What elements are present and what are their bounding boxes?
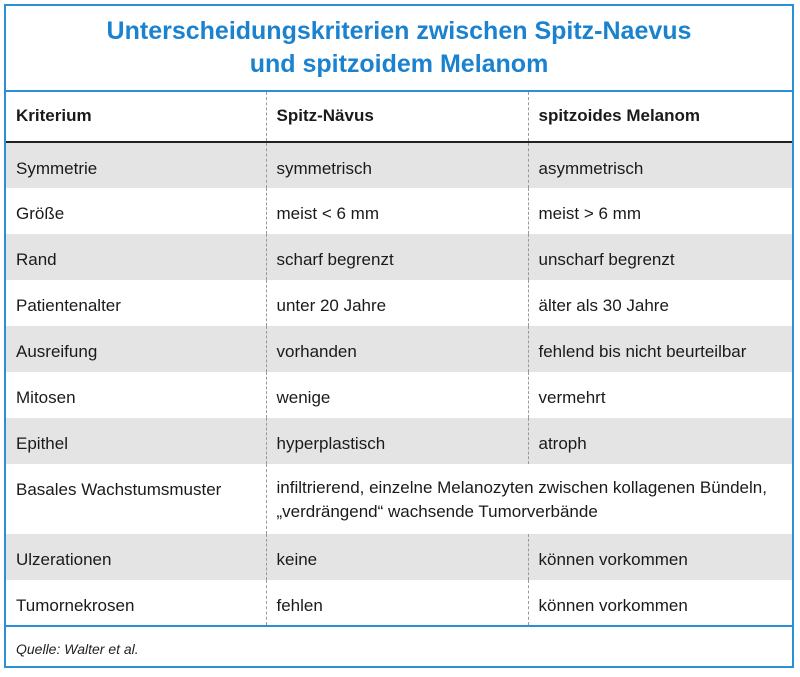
- cell-spitz: symmetrisch: [266, 142, 528, 188]
- comparison-table: [6, 92, 792, 627]
- title-line-1: Unterscheidungskriterien zwischen Spitz-Naevus: [106, 17, 692, 45]
- table-row: [6, 464, 792, 534]
- table-row: [6, 372, 792, 418]
- cell-kriterium: Ulzerationen: [6, 534, 266, 580]
- cell-melanom: können vorkommen: [528, 580, 792, 626]
- title-line-2: und spitzoidem Melanom: [249, 50, 549, 78]
- cell-melanom: atroph: [528, 418, 792, 464]
- header-spitz-naevus: Spitz-Nävus: [266, 92, 528, 142]
- table-row: [6, 280, 792, 326]
- header-kriterium: Kriterium: [6, 92, 266, 142]
- cell-spitz: fehlen: [266, 580, 528, 626]
- cell-kriterium: Mitosen: [16, 388, 76, 407]
- header-spitzoides-melanom: spitzoides Melanom: [528, 92, 792, 142]
- cell-kriterium: Patientenalter: [16, 296, 121, 315]
- table-frame: [4, 4, 794, 668]
- table-row: [6, 142, 792, 188]
- cell-spitz: vorhanden: [266, 326, 528, 372]
- cell-spitz: hyperplastisch: [266, 418, 528, 464]
- cell-kriterium: Größe: [16, 204, 65, 223]
- cell-melanom: asymmetrisch: [528, 142, 792, 188]
- cell-kriterium: Symmetrie: [6, 142, 266, 188]
- cell-melanom: unscharf begrenzt: [528, 234, 792, 280]
- cell-kriterium: Basales Wachstumsmuster: [16, 480, 222, 499]
- cell-spitz: keine: [266, 534, 528, 580]
- table-row: [6, 234, 792, 280]
- cell-spitz: meist < 6 mm: [266, 188, 528, 234]
- table-row: [6, 580, 792, 626]
- header-row: [6, 92, 792, 142]
- cell-kriterium: Ausreifung: [6, 326, 266, 372]
- table-row: [6, 418, 792, 464]
- cell-spitz: unter 20 Jahre: [266, 280, 528, 326]
- cell-spitz: wenige: [266, 372, 528, 418]
- cell-spitz: scharf begrenzt: [266, 234, 528, 280]
- source-note: Quelle: Walter et al.: [16, 641, 139, 657]
- cell-kriterium: Rand: [6, 234, 266, 280]
- table-row: [6, 326, 792, 372]
- cell-melanom: fehlend bis nicht beurteilbar: [528, 326, 792, 372]
- cell-melanom: vermehrt: [528, 372, 792, 418]
- cell-melanom: meist > 6 mm: [528, 188, 792, 234]
- table-title: [6, 6, 792, 92]
- table-row: [6, 188, 792, 234]
- cell-melanom: können vorkommen: [528, 534, 792, 580]
- cell-kriterium: Tumornekrosen: [6, 580, 266, 626]
- cell-kriterium: Epithel: [6, 418, 266, 464]
- cell-merged: infiltrierend, einzelne Melanozyten zwischen kollagenen Bündeln, „verdrängend“ wachsende Tumorverbände: [266, 464, 792, 534]
- cell-melanom: älter als 30 Jahre: [528, 280, 792, 326]
- table-row: [6, 534, 792, 580]
